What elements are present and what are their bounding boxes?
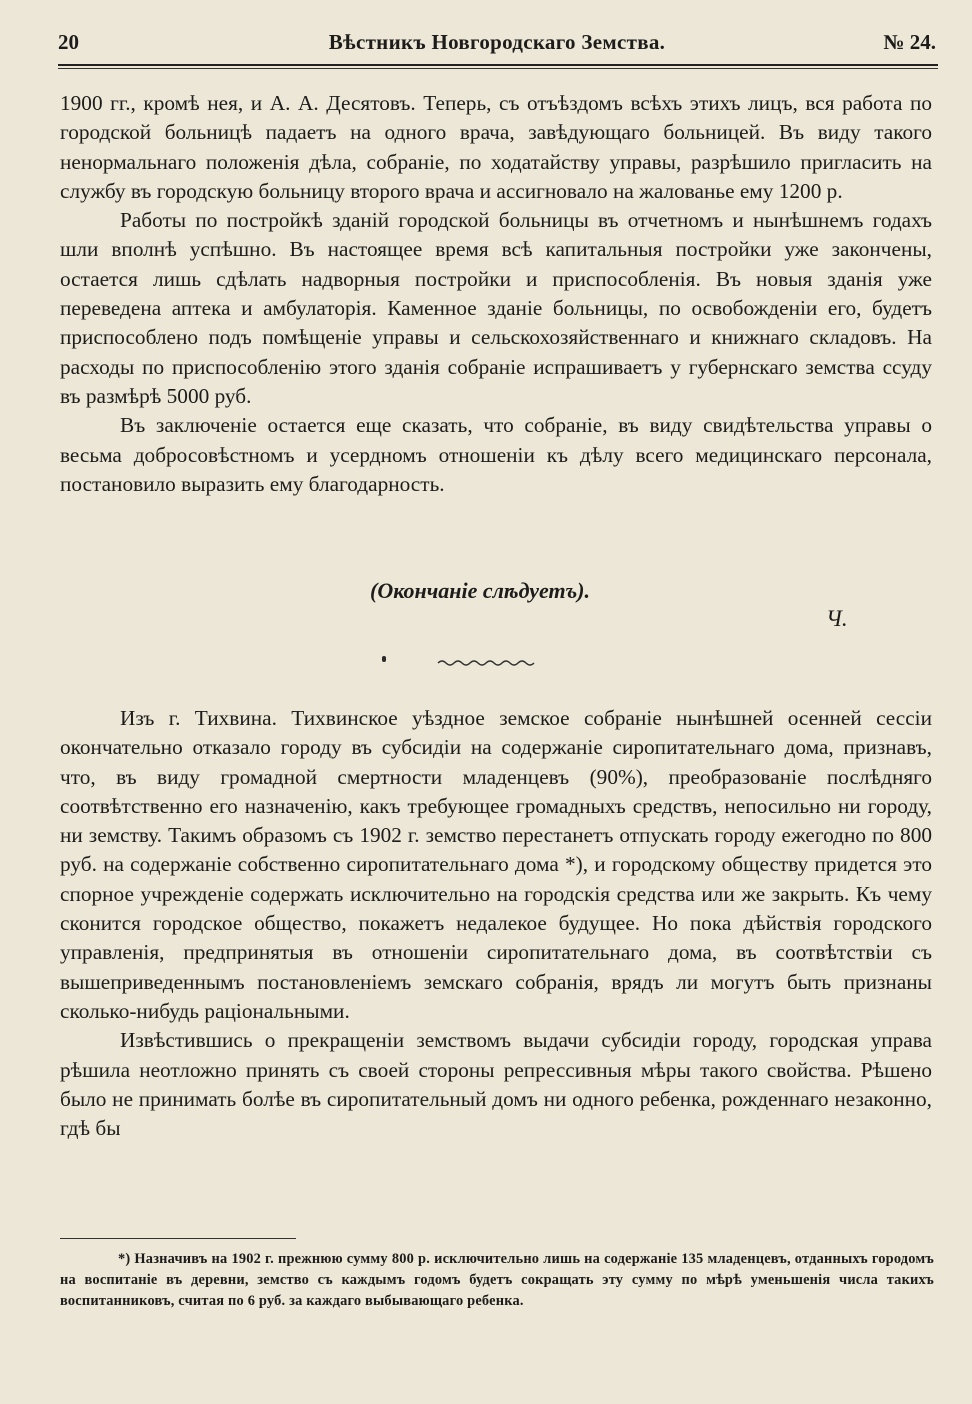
journal-title: Вѣстникъ Новгородскаго Земства. (328, 30, 666, 54)
issue-number: № 24. (883, 30, 936, 54)
running-header (58, 26, 936, 58)
paragraph: 1900 гг., кромѣ нея, и А. А. Десятовъ. Теперь, съ отъѣздомъ всѣхъ этихъ лицъ, вся работа по городской больницѣ падаетъ на одного врача, завѣдующаго больницей. Въ виду такого ненормальнаго положенія дѣла, собраніе, по ходатайству управы, разрѣшило пригласить на службу въ городскую больницу второго врача и ассигновало на жалованье ему 1200 р. (60, 91, 932, 203)
ink-dot (382, 656, 386, 662)
footnote (60, 1249, 934, 1313)
paragraph: Въ заключеніе остается еще сказать, что собраніе, въ виду свидѣтельства управы о весьма добросовѣстномъ и усердномъ отношеніи къ дѣлу всего медицинскаго персонала, постановило выразить ему благодарность. (60, 413, 932, 496)
paragraph: Изъ г. Тихвина. Тихвинское уѣздное земское собраніе нынѣшней осенней сессіи окончательно отказало городу въ субсидіи на содержаніе сиропитательнаго дома, признавъ, что, въ виду громадной смертности младенцевъ (90%), преобразованіе послѣдняго соотвѣтственно его назначенію, какъ требующее громадныхъ средствъ, непосильно ни городу, ни земству. Такимъ образомъ съ 1902 г. земство перестанетъ отпускать городу ежегодно по 800 руб. на содержаніе собственно сиропитательнаго дома *), и городскому обществу придется это спорное учрежденіе содержать исключительно на городскія средства или же закрыть. Къ чему сконится городское общество, покажетъ недалекое будущее. Но пока дѣйствія городского управленія, предпринятыя въ отношеніи сиропитательнаго дома, въ соотвѣтствіи съ вышеприведеннымъ постановленіемъ земскаго собранія, врядъ ли могутъ быть признаны сколько-нибудь раціональными. (60, 706, 932, 1023)
author-signature: Ч. (826, 606, 848, 631)
paragraph: Работы по постройкѣ зданій городской больницы въ отчетномъ и нынѣшнемъ годахъ шли вполнѣ успѣшно. Въ настоящее время всѣ капитальныя постройки уже закончены, остается лишь сдѣлать надворныя постройки и приспособленія. Въ новыя зданія уже переведена аптека и амбулаторія. Каменное зданіе больницы, по освобожденіи его, будетъ приспособлено подъ помѣщеніе управы и сельскохозяйственнаго и книжнаго складовъ. На расходы по приспособленію этого зданія собраніе испрашиваетъ у губернскаго земства ссуду въ размѣрѣ 5000 руб. (60, 208, 932, 408)
footnote-rule (60, 1238, 296, 1239)
header-rule (58, 64, 938, 66)
section-2-text (60, 704, 932, 1143)
page-number: 20 (58, 30, 79, 54)
section-1-text (60, 89, 932, 499)
header-rule-thin (58, 68, 938, 69)
footnote-text: *) Назначивъ на 1902 г. прежнюю сумму 800 р. исключительно лишь на содержаніе 135 младенцевъ, отданныхъ городомъ на воспитаніе въ деревни, земство съ каждымъ годомъ будетъ сокращать эту сумму по мѣрѣ уменьшенія числа такихъ воспитанниковъ, считая по 6 руб. за каждаго выбывающаго ребенка. (60, 1251, 934, 1310)
paragraph: Извѣстившись о прекращеніи земствомъ выдачи субсидіи городу, городская управа рѣшила неотложно принять съ своей стороны репрессивныя мѣры такого свойства. Рѣшено было не принимать болѣе въ сиропитательный домъ ни одного ребенка, рожденнаго незаконно, гдѣ бы (60, 1028, 932, 1141)
wavy-divider (436, 655, 536, 669)
continued-note: (Окончаніе слѣдуетъ). (370, 578, 590, 603)
